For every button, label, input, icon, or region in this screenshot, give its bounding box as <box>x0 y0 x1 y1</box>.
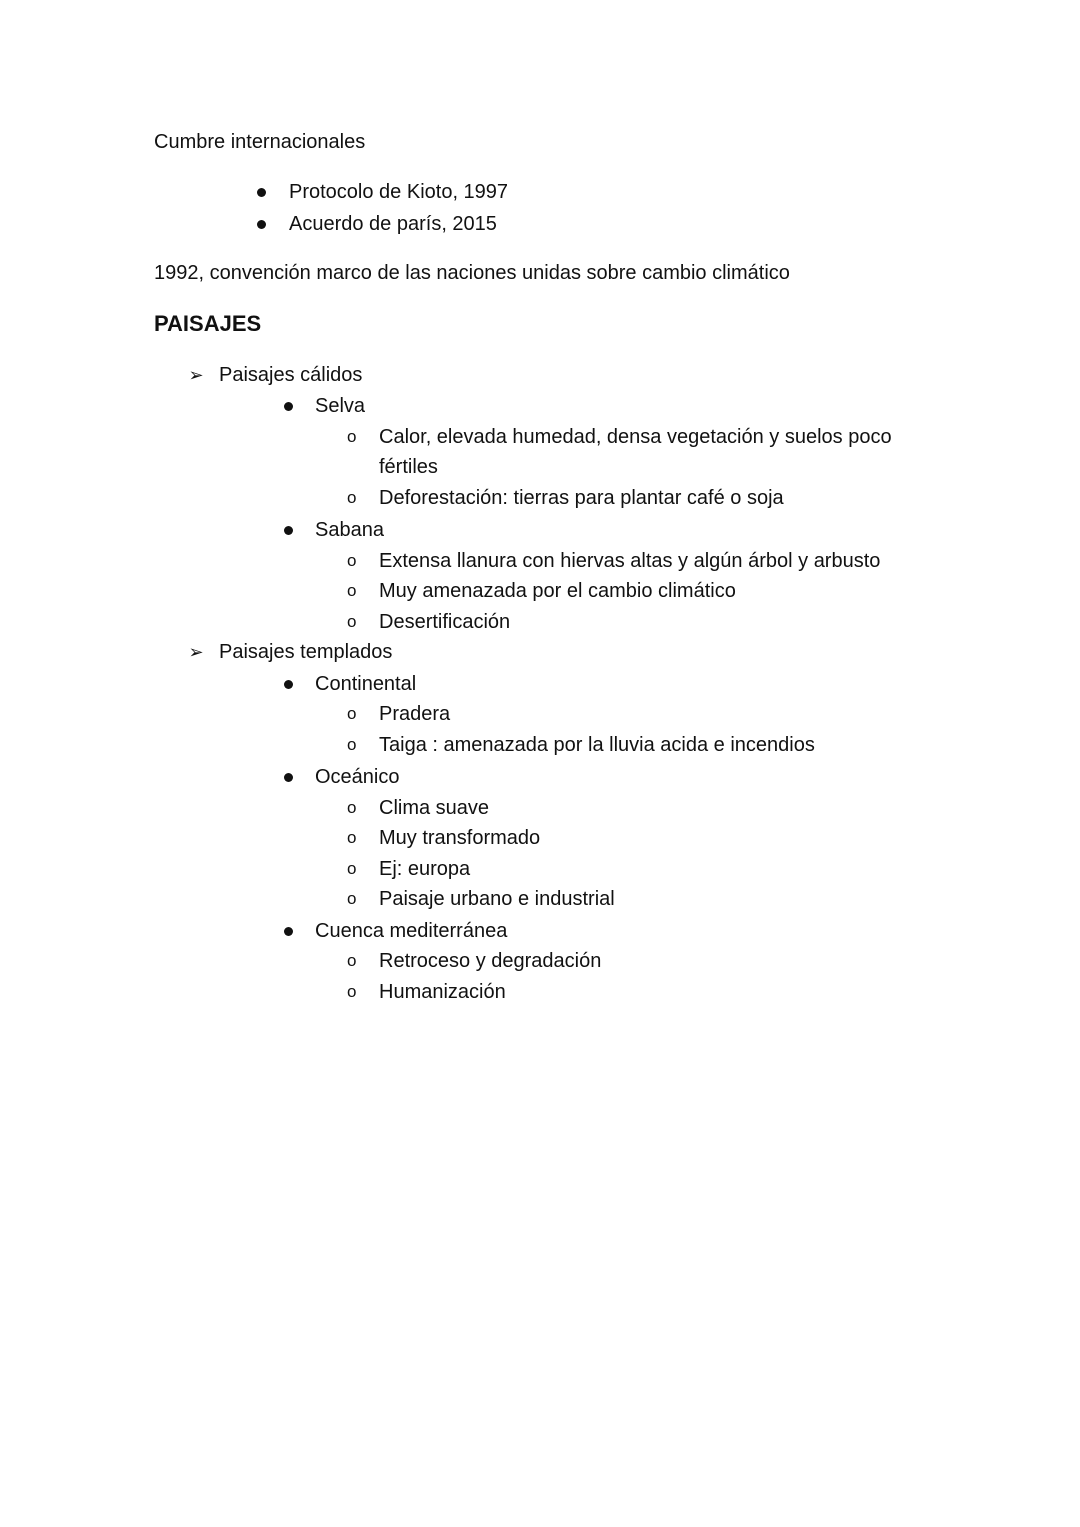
subitem: Desertificación <box>379 611 511 633</box>
circle-bullet-icon: o <box>347 889 357 908</box>
subitem: Muy amenazada por el cambio climático <box>379 580 736 602</box>
circle-bullet-icon: o <box>347 859 357 878</box>
bullet-dot-icon <box>284 680 293 689</box>
subitem: Paisaje urbano e industrial <box>379 888 615 910</box>
circle-bullet-icon: o <box>347 488 357 507</box>
subitem: Ej: europa <box>379 858 471 880</box>
circle-bullet-icon: o <box>347 427 357 446</box>
bullet-dot-icon <box>284 402 293 411</box>
circle-bullet-icon: o <box>347 551 357 570</box>
item-label: Selva <box>315 395 366 417</box>
subitem: Clima suave <box>379 797 490 819</box>
circle-bullet-icon: o <box>347 798 357 817</box>
intro-title: Cumbre internacionales <box>154 131 366 153</box>
circle-bullet-icon: o <box>347 951 357 970</box>
circle-bullet-icon: o <box>347 735 357 754</box>
bullet-dot-icon <box>284 526 293 535</box>
circle-bullet-icon: o <box>347 581 357 600</box>
item-label: Oceánico <box>315 766 400 788</box>
subitem: Humanización <box>379 981 506 1003</box>
subitem-continuation: fértiles <box>379 456 438 478</box>
arrow-bullet-icon: ➢ <box>188 642 204 662</box>
item-label: Sabana <box>315 519 384 541</box>
subitem: Deforestación: tierras para plantar café o soja <box>379 487 784 509</box>
intro-note: 1992, convención marco de las naciones unidas sobre cambio climático <box>154 262 790 284</box>
bullet-dot-icon <box>284 927 293 936</box>
intro-bullet: Acuerdo de parís, 2015 <box>289 213 497 235</box>
bullet-dot-icon <box>257 220 266 229</box>
group-label: Paisajes cálidos <box>219 364 363 386</box>
arrow-bullet-icon: ➢ <box>188 365 204 385</box>
subitem: Extensa llanura con hiervas altas y algún árbol y arbusto <box>379 550 881 572</box>
bullet-dot-icon <box>284 773 293 782</box>
section-heading: PAISAJES <box>154 311 262 336</box>
item-label: Cuenca mediterránea <box>315 920 508 942</box>
circle-bullet-icon: o <box>347 704 357 723</box>
subitem: Calor, elevada humedad, densa vegetación y suelos poco <box>379 426 892 448</box>
intro-bullet: Protocolo de Kioto, 1997 <box>289 181 509 203</box>
group-label: Paisajes templados <box>219 641 393 663</box>
item-label: Continental <box>315 673 417 695</box>
bullet-dot-icon <box>257 188 266 197</box>
subitem: Muy transformado <box>379 827 541 849</box>
subitem: Pradera <box>379 703 451 725</box>
circle-bullet-icon: o <box>347 982 357 1001</box>
subitem: Taiga : amenazada por la lluvia acida e incendios <box>379 734 815 756</box>
circle-bullet-icon: o <box>347 612 357 631</box>
circle-bullet-icon: o <box>347 828 357 847</box>
subitem: Retroceso y degradación <box>379 950 602 972</box>
